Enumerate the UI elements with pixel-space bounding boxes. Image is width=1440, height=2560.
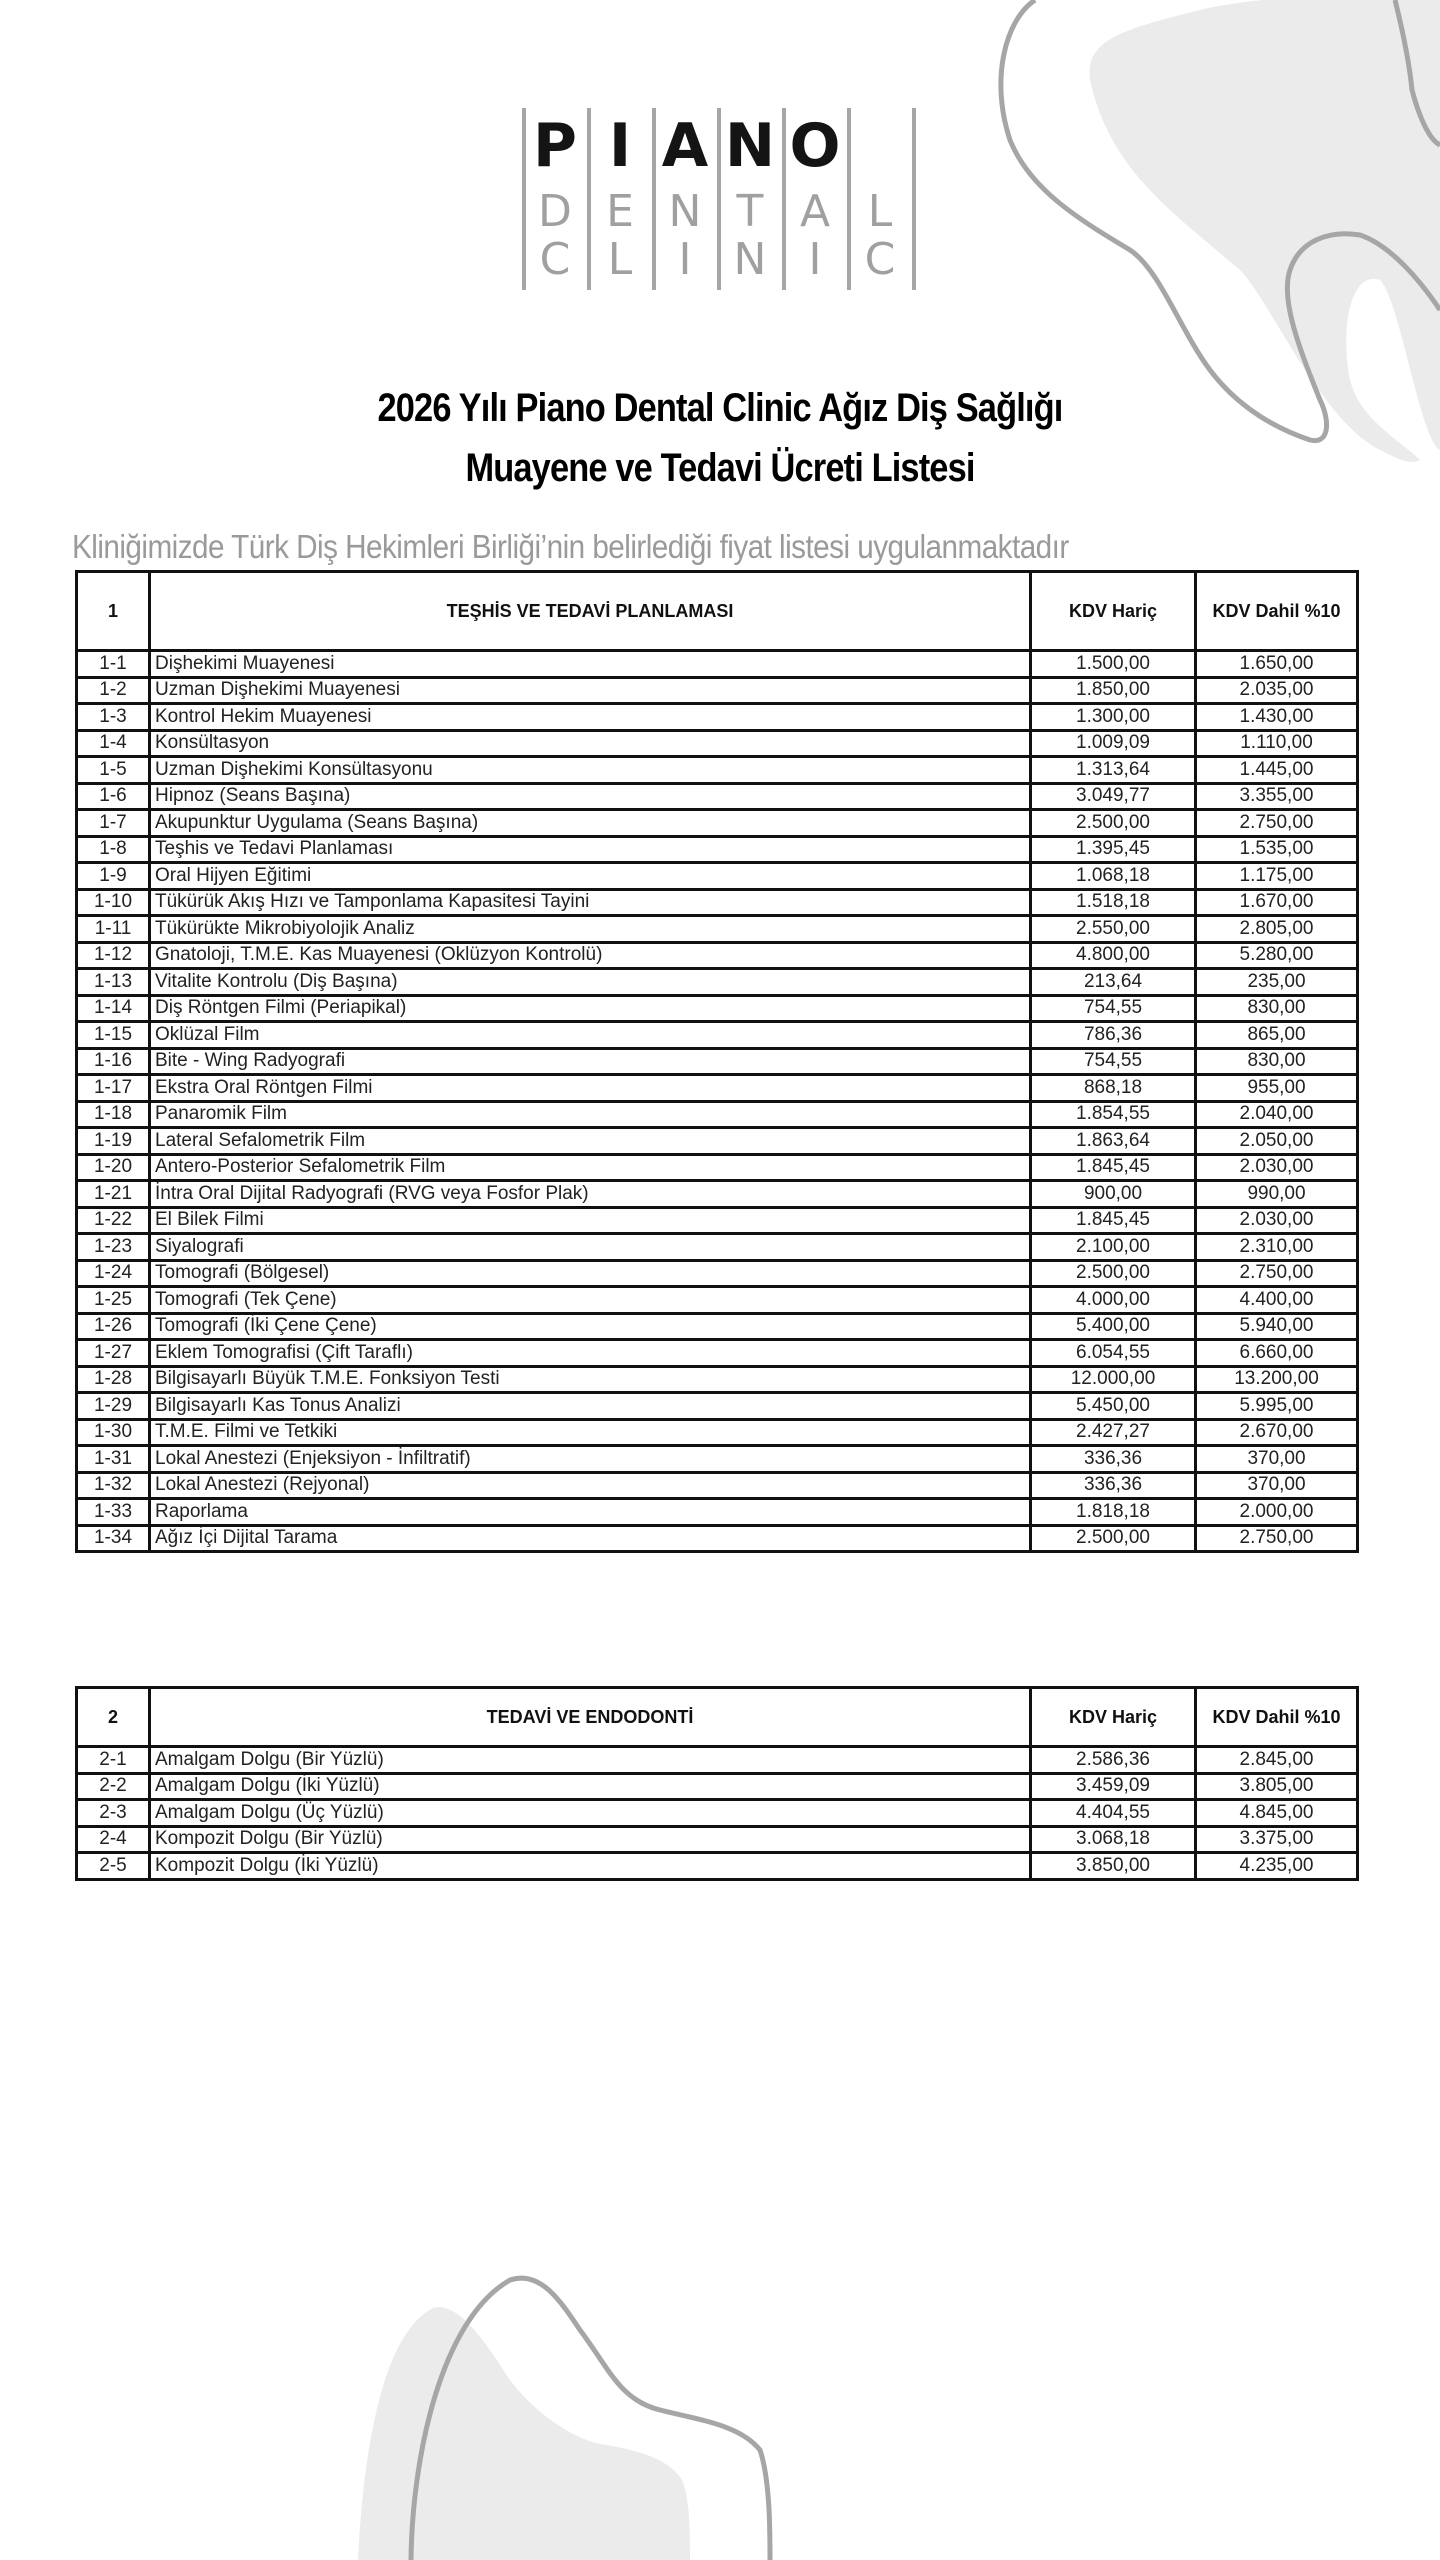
price-incl-vat: 2.750,00 [1196, 1260, 1358, 1287]
price-excl-vat: 868,18 [1031, 1075, 1196, 1102]
price-incl-vat: 2.030,00 [1196, 1154, 1358, 1181]
row-code: 1-32 [77, 1472, 150, 1499]
logo-letter: I [678, 234, 692, 285]
row-code: 1-18 [77, 1101, 150, 1128]
price-excl-vat: 4.404,55 [1031, 1800, 1196, 1827]
price-excl-vat: 2.500,00 [1031, 1260, 1196, 1287]
price-table-diagnosis [75, 570, 1359, 1553]
logo-letter: I [808, 234, 822, 285]
row-code: 1-25 [77, 1287, 150, 1314]
row-code: 1-6 [77, 783, 150, 810]
table-row [77, 1419, 1358, 1446]
price-excl-vat: 336,36 [1031, 1446, 1196, 1473]
service-name: Amalgam Dolgu (Üç Yüzlü) [150, 1800, 1031, 1827]
price-incl-vat: 1.430,00 [1196, 704, 1358, 731]
row-code: 1-1 [77, 651, 150, 678]
price-incl-vat: 990,00 [1196, 1181, 1358, 1208]
table-row [77, 1154, 1358, 1181]
price-incl-vat: 2.750,00 [1196, 810, 1358, 837]
price-excl-vat: 12.000,00 [1031, 1366, 1196, 1393]
row-code: 1-11 [77, 916, 150, 943]
row-code: 1-12 [77, 942, 150, 969]
price-incl-vat: 13.200,00 [1196, 1366, 1358, 1393]
row-code: 1-14 [77, 995, 150, 1022]
section-title: TEDAVİ VE ENDODONTİ [150, 1688, 1031, 1747]
price-incl-vat: 4.845,00 [1196, 1800, 1358, 1827]
row-code: 1-24 [77, 1260, 150, 1287]
row-code: 2-2 [77, 1773, 150, 1800]
service-name: Kontrol Hekim Muayenesi [150, 704, 1031, 731]
price-excl-vat: 2.586,36 [1031, 1747, 1196, 1774]
price-incl-vat: 1.445,00 [1196, 757, 1358, 784]
service-name: Tomografi (Tek Çene) [150, 1287, 1031, 1314]
price-excl-vat: 336,36 [1031, 1472, 1196, 1499]
price-incl-vat: 5.995,00 [1196, 1393, 1358, 1420]
row-code: 1-22 [77, 1207, 150, 1234]
tooth-outline-top-right-2 [1395, 0, 1440, 145]
price-incl-vat: 830,00 [1196, 1048, 1358, 1075]
logo-divider [912, 108, 916, 290]
tooth-outline-bottom [411, 2278, 770, 2560]
logo-letter: P [533, 111, 577, 181]
table-row [77, 863, 1358, 890]
price-excl-vat: 754,55 [1031, 995, 1196, 1022]
price-excl-vat: 754,55 [1031, 1048, 1196, 1075]
service-name: Gnatoloji, T.M.E. Kas Muayenesi (Oklüzyon Kontrolü) [150, 942, 1031, 969]
table-row [77, 1366, 1358, 1393]
service-name: El Bilek Filmi [150, 1207, 1031, 1234]
price-incl-vat: 235,00 [1196, 969, 1358, 996]
price-incl-vat: 2.035,00 [1196, 677, 1358, 704]
column-header-incl-vat: KDV Dahil %10 [1196, 572, 1358, 651]
table-row [77, 1747, 1358, 1774]
table-row [77, 1800, 1358, 1827]
row-code: 1-3 [77, 704, 150, 731]
table-row [77, 1260, 1358, 1287]
table-row [77, 783, 1358, 810]
section-number: 2 [77, 1688, 150, 1747]
price-incl-vat: 3.375,00 [1196, 1826, 1358, 1853]
service-name: Dişhekimi Muayenesi [150, 651, 1031, 678]
price-excl-vat: 1.850,00 [1031, 677, 1196, 704]
table-row [77, 1393, 1358, 1420]
price-excl-vat: 4.800,00 [1031, 942, 1196, 969]
logo-letter: I [608, 111, 632, 181]
section-title: TEŞHİS VE TEDAVİ PLANLAMASI [150, 572, 1031, 651]
logo-letter: E [606, 186, 634, 237]
service-name: Eklem Tomografisi (Çift Taraflı) [150, 1340, 1031, 1367]
price-excl-vat: 5.400,00 [1031, 1313, 1196, 1340]
row-code: 1-34 [77, 1525, 150, 1552]
price-incl-vat: 955,00 [1196, 1075, 1358, 1102]
price-incl-vat: 1.535,00 [1196, 836, 1358, 863]
row-code: 1-7 [77, 810, 150, 837]
price-incl-vat: 2.670,00 [1196, 1419, 1358, 1446]
table-row [77, 1128, 1358, 1155]
page-title-line2: Muayene ve Tedavi Ücreti Listesi [465, 446, 975, 490]
table-row [77, 1234, 1358, 1261]
price-incl-vat: 830,00 [1196, 995, 1358, 1022]
table-row [77, 1287, 1358, 1314]
service-name: Kompozit Dolgu (Bir Yüzlü) [150, 1826, 1031, 1853]
price-excl-vat: 1.500,00 [1031, 651, 1196, 678]
price-incl-vat: 865,00 [1196, 1022, 1358, 1049]
logo-letter: O [789, 111, 841, 181]
service-name: Tükürükte Mikrobiyolojik Analiz [150, 916, 1031, 943]
table-row [77, 1446, 1358, 1473]
table-row [77, 889, 1358, 916]
table-body [77, 651, 1358, 1552]
service-name: Tomografi (Bölgesel) [150, 1260, 1031, 1287]
service-name: Akupunktur Uygulama (Seans Başına) [150, 810, 1031, 837]
price-incl-vat: 2.805,00 [1196, 916, 1358, 943]
service-name: Lateral Sefalometrik Film [150, 1128, 1031, 1155]
row-code: 1-9 [77, 863, 150, 890]
service-name: Bite - Wing Radyografi [150, 1048, 1031, 1075]
price-incl-vat: 1.110,00 [1196, 730, 1358, 757]
table-row [77, 1022, 1358, 1049]
table-row [77, 677, 1358, 704]
service-name: Diş Röntgen Filmi (Periapikal) [150, 995, 1031, 1022]
price-incl-vat: 6.660,00 [1196, 1340, 1358, 1367]
table-row [77, 810, 1358, 837]
price-excl-vat: 1.845,45 [1031, 1154, 1196, 1181]
tooth-outline-top-right [1001, 0, 1440, 441]
service-name: T.M.E. Filmi ve Tetkiki [150, 1419, 1031, 1446]
table-row [77, 942, 1358, 969]
row-code: 1-30 [77, 1419, 150, 1446]
logo-letter: T [736, 186, 764, 237]
table-row [77, 836, 1358, 863]
price-excl-vat: 6.054,55 [1031, 1340, 1196, 1367]
table-row [77, 1101, 1358, 1128]
table-row [77, 995, 1358, 1022]
price-incl-vat: 4.235,00 [1196, 1853, 1358, 1880]
service-name: Bilgisayarlı Büyük T.M.E. Fonksiyon Testi [150, 1366, 1031, 1393]
price-excl-vat: 1.068,18 [1031, 863, 1196, 890]
price-excl-vat: 1.313,64 [1031, 757, 1196, 784]
service-name: Uzman Dişhekimi Muayenesi [150, 677, 1031, 704]
row-code: 1-21 [77, 1181, 150, 1208]
service-name: Kompozit Dolgu (İki Yüzlü) [150, 1853, 1031, 1880]
price-incl-vat: 2.310,00 [1196, 1234, 1358, 1261]
price-excl-vat: 1.845,45 [1031, 1207, 1196, 1234]
row-code: 1-31 [77, 1446, 150, 1473]
row-code: 1-26 [77, 1313, 150, 1340]
tooth-fill-bottom [358, 2307, 690, 2560]
table-row [77, 757, 1358, 784]
row-code: 1-5 [77, 757, 150, 784]
logo-letter: D [538, 186, 572, 237]
service-name: Ağız İçi Dijital Tarama [150, 1525, 1031, 1552]
price-excl-vat: 786,36 [1031, 1022, 1196, 1049]
logo-letter: L [867, 186, 893, 237]
service-name: Panaromik Film [150, 1101, 1031, 1128]
page-subtitle: Kliniğimizde Türk Diş Hekimleri Birliği’nin belirlediği fiyat listesi uygulanmaktadır [72, 528, 1069, 565]
price-excl-vat: 2.500,00 [1031, 810, 1196, 837]
row-code: 1-10 [77, 889, 150, 916]
row-code: 2-3 [77, 1800, 150, 1827]
service-name: Raporlama [150, 1499, 1031, 1526]
table-row [77, 1340, 1358, 1367]
price-excl-vat: 900,00 [1031, 1181, 1196, 1208]
row-code: 2-4 [77, 1826, 150, 1853]
page-title-line1: 2026 Yılı Piano Dental Clinic Ağız Diş Sağlığı [377, 386, 1063, 430]
price-incl-vat: 2.845,00 [1196, 1747, 1358, 1774]
price-incl-vat: 2.000,00 [1196, 1499, 1358, 1526]
table-row [77, 1075, 1358, 1102]
logo-letter: N [668, 186, 702, 237]
column-header-incl-vat: KDV Dahil %10 [1196, 1688, 1358, 1747]
logo-letter: A [661, 111, 709, 181]
service-name: Oral Hijyen Eğitimi [150, 863, 1031, 890]
table-row [77, 1525, 1358, 1552]
service-name: Teşhis ve Tedavi Planlaması [150, 836, 1031, 863]
price-excl-vat: 2.100,00 [1031, 1234, 1196, 1261]
price-incl-vat: 2.040,00 [1196, 1101, 1358, 1128]
logo-letter: L [607, 234, 633, 285]
table-row [77, 1048, 1358, 1075]
table-row [77, 651, 1358, 678]
row-code: 1-33 [77, 1499, 150, 1526]
section-number: 1 [77, 572, 150, 651]
price-excl-vat: 4.000,00 [1031, 1287, 1196, 1314]
service-name: Bilgisayarlı Kas Tonus Analizi [150, 1393, 1031, 1420]
price-incl-vat: 5.280,00 [1196, 942, 1358, 969]
service-name: Tükürük Akış Hızı ve Tamponlama Kapasitesi Tayini [150, 889, 1031, 916]
price-excl-vat: 1.009,09 [1031, 730, 1196, 757]
logo-letter: N [733, 234, 767, 285]
logo-letter: N [724, 111, 776, 181]
row-code: 1-17 [77, 1075, 150, 1102]
logo-letter: C [539, 234, 571, 285]
price-excl-vat: 2.500,00 [1031, 1525, 1196, 1552]
price-excl-vat: 3.850,00 [1031, 1853, 1196, 1880]
price-excl-vat: 1.300,00 [1031, 704, 1196, 731]
table-row [77, 1181, 1358, 1208]
table-row [77, 1207, 1358, 1234]
row-code: 1-23 [77, 1234, 150, 1261]
row-code: 1-8 [77, 836, 150, 863]
row-code: 1-2 [77, 677, 150, 704]
table-row [77, 1472, 1358, 1499]
service-name: Vitalite Kontrolu (Diş Başına) [150, 969, 1031, 996]
price-excl-vat: 5.450,00 [1031, 1393, 1196, 1420]
price-excl-vat: 1.863,64 [1031, 1128, 1196, 1155]
column-header-excl-vat: KDV Hariç [1031, 1688, 1196, 1747]
clinic-logo [522, 108, 918, 290]
row-code: 1-20 [77, 1154, 150, 1181]
price-incl-vat: 2.750,00 [1196, 1525, 1358, 1552]
price-excl-vat: 3.459,09 [1031, 1773, 1196, 1800]
table-body [77, 1747, 1358, 1880]
table-row [77, 1499, 1358, 1526]
price-incl-vat: 2.050,00 [1196, 1128, 1358, 1155]
price-excl-vat: 2.427,27 [1031, 1419, 1196, 1446]
column-header-excl-vat: KDV Hariç [1031, 572, 1196, 651]
logo-letter: A [799, 186, 831, 237]
price-excl-vat: 3.049,77 [1031, 783, 1196, 810]
table-row [77, 969, 1358, 996]
row-code: 2-5 [77, 1853, 150, 1880]
row-code: 1-13 [77, 969, 150, 996]
row-code: 1-15 [77, 1022, 150, 1049]
service-name: Uzman Dişhekimi Konsültasyonu [150, 757, 1031, 784]
table-row [77, 1773, 1358, 1800]
price-excl-vat: 1.395,45 [1031, 836, 1196, 863]
row-code: 1-28 [77, 1366, 150, 1393]
table-row [77, 1313, 1358, 1340]
table-row [77, 704, 1358, 731]
row-code: 1-4 [77, 730, 150, 757]
service-name: Ekstra Oral Röntgen Filmi [150, 1075, 1031, 1102]
price-excl-vat: 1.518,18 [1031, 889, 1196, 916]
price-incl-vat: 4.400,00 [1196, 1287, 1358, 1314]
row-code: 1-27 [77, 1340, 150, 1367]
price-incl-vat: 1.670,00 [1196, 889, 1358, 916]
table-row [77, 916, 1358, 943]
row-code: 2-1 [77, 1747, 150, 1774]
service-name: Oklüzal Film [150, 1022, 1031, 1049]
price-excl-vat: 213,64 [1031, 969, 1196, 996]
price-table-treatment [75, 1686, 1359, 1881]
table-header-row [77, 1688, 1358, 1747]
price-incl-vat: 1.175,00 [1196, 863, 1358, 890]
price-incl-vat: 1.650,00 [1196, 651, 1358, 678]
price-incl-vat: 370,00 [1196, 1446, 1358, 1473]
price-excl-vat: 3.068,18 [1031, 1826, 1196, 1853]
service-name: Antero-Posterior Sefalometrik Film [150, 1154, 1031, 1181]
price-incl-vat: 3.355,00 [1196, 783, 1358, 810]
table-row [77, 730, 1358, 757]
service-name: İntra Oral Dijital Radyografi (RVG veya Fosfor Plak) [150, 1181, 1031, 1208]
row-code: 1-29 [77, 1393, 150, 1420]
price-incl-vat: 3.805,00 [1196, 1773, 1358, 1800]
service-name: Hipnoz (Seans Başına) [150, 783, 1031, 810]
price-incl-vat: 370,00 [1196, 1472, 1358, 1499]
service-name: Amalgam Dolgu (İki Yüzlü) [150, 1773, 1031, 1800]
table-row [77, 1853, 1358, 1880]
service-name: Siyalografi [150, 1234, 1031, 1261]
service-name: Konsültasyon [150, 730, 1031, 757]
service-name: Tomografi (İki Çene Çene) [150, 1313, 1031, 1340]
table-row [77, 1826, 1358, 1853]
row-code: 1-19 [77, 1128, 150, 1155]
row-code: 1-16 [77, 1048, 150, 1075]
service-name: Amalgam Dolgu (Bir Yüzlü) [150, 1747, 1031, 1774]
price-incl-vat: 2.030,00 [1196, 1207, 1358, 1234]
logo-letter: C [864, 234, 896, 285]
service-name: Lokal Anestezi (Enjeksiyon - İnfiltratif) [150, 1446, 1031, 1473]
price-incl-vat: 5.940,00 [1196, 1313, 1358, 1340]
price-excl-vat: 2.550,00 [1031, 916, 1196, 943]
price-excl-vat: 1.818,18 [1031, 1499, 1196, 1526]
price-excl-vat: 1.854,55 [1031, 1101, 1196, 1128]
table-header-row [77, 572, 1358, 651]
service-name: Lokal Anestezi (Rejyonal) [150, 1472, 1031, 1499]
